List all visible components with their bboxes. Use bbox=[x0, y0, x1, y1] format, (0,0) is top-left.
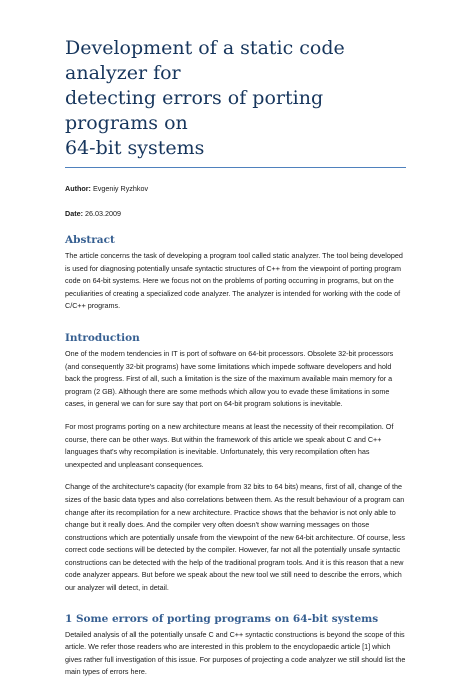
title-divider bbox=[65, 167, 406, 168]
author-label: Author: bbox=[65, 184, 91, 193]
section-1-paragraph: Detailed analysis of all the potentially unsafe C and C++ syntactic constructions is beyond the scope of this article. We refer those readers who are interested in this problem to the encyclopaedic article [1] which gives rather full investigation of this issue. For purposes of projecting a code analyzer we still should list the main types of errors here. bbox=[65, 629, 406, 677]
title-line-3: 64-bit systems bbox=[65, 137, 205, 159]
abstract-paragraph: The article concerns the task of developing a program tool called static analyzer. The tool being developed is used for diagnosing potentially unsafe syntactic structures of C++ from the viewpoint of porting program code on 64-bit systems. Here we focus not on the problems of porting occurring in programs, but on the peculiarities of creating a specialized code analyzer. The analyzer is intended for working with the code of C/C++ programs. bbox=[65, 251, 403, 311]
title-line-1: Development of a static code analyzer for bbox=[65, 37, 345, 84]
introduction-paragraph-2: For most programs porting on a new architecture means at least the necessity of their recompilation. Of course, there can be other ways. But within the framework of this article we speak about C and C++ languages that's why recompilation is inevitable. Unfortunately, this very recompilation often has unexpected and unpleasant consequences. bbox=[65, 421, 394, 469]
introduction-paragraph-3: Change of the architecture's capacity (for example from 32 bits to 64 bits) means, first of all, change of the sizes of the basic data types and also correlations between them. As the result behaviour of a program can change after its recompilation for a new architecture. Practice shows that the behavior is not only able to change but it really does. And the compiler very often doesn't show warning messages on those constructions which are potentially unsafe from the viewpoint of the new 64-bit architecture. Of course, less correct code sections will be detected by the compiler. However, far not all the potentially unsafe syntactic constructions can be detected with the help of the traditional program tools. And it is this reason that a new code analyzer appears. But before we speak about the new tool we still need to describe the errors, which our analyzer will detect, in detail. bbox=[65, 482, 405, 593]
section-1-heading: 1 Some errors of porting programs on 64-bit systems bbox=[65, 612, 379, 625]
date-value: 26.03.2009 bbox=[84, 209, 121, 218]
document-title bbox=[65, 36, 406, 161]
date-label: Date: bbox=[65, 209, 83, 218]
author-name: Evgeniy Ryzhkov bbox=[92, 184, 149, 193]
date-line bbox=[65, 209, 406, 219]
introduction-heading: Introduction bbox=[65, 331, 140, 344]
title-line-2: detecting errors of porting programs on bbox=[65, 87, 324, 134]
introduction-paragraph-1: One of the modern tendencies in IT is port of software on 64-bit processors. Obsolete 32-bit processors (and consequently 32-bit programs) have some limitations which impede software developers and hold back the progress. First of all, such a limitation is the size of the maximum available main memory for a program (2 GB). Although there are some methods which allow you to evade these limitations in some cases, in general we can for sure say that port on 64-bit program solutions is inevitable. bbox=[65, 348, 394, 409]
author-line bbox=[65, 184, 406, 194]
abstract-heading: Abstract bbox=[65, 234, 115, 246]
